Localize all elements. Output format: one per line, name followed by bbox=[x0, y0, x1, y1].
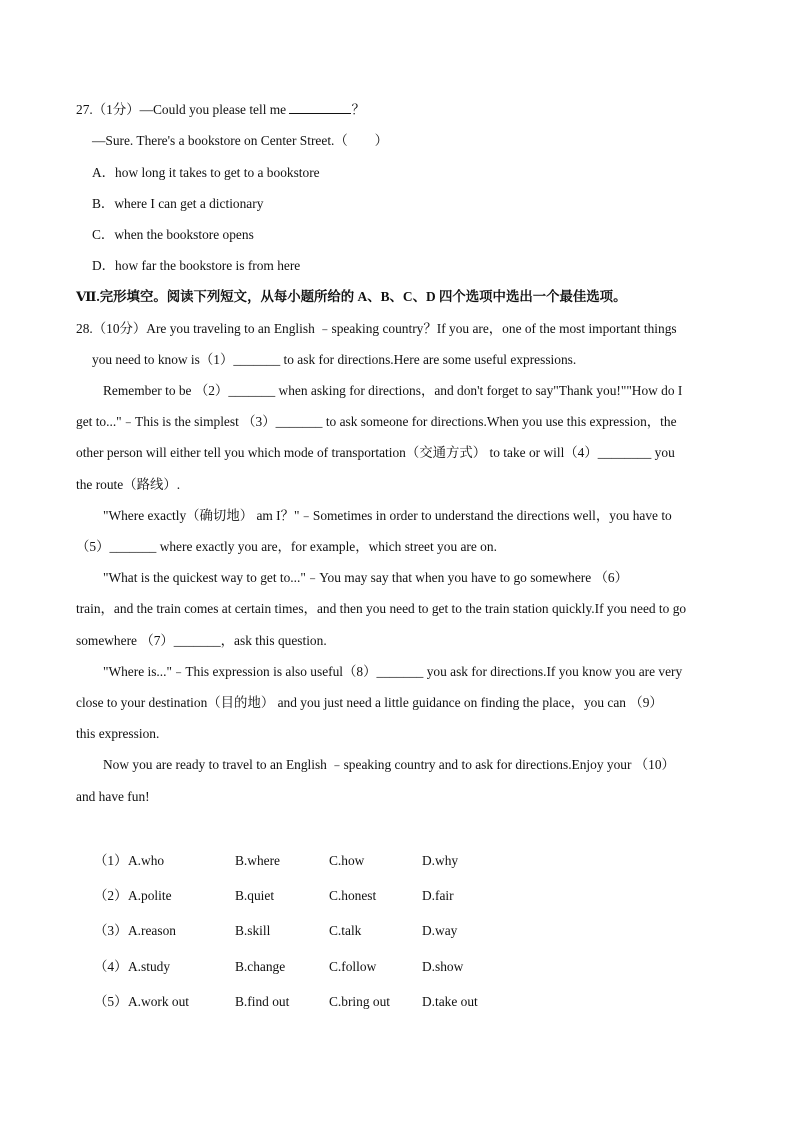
passage-line: Remember to be （2）_______ when asking for directions，and don't forget to say"Thank you!""How do I bbox=[103, 383, 683, 398]
section-heading: Ⅶ.完形填空。阅读下列短文，从每小题所给的 A、B、C、D 四个选项中选出一个最佳选项。 bbox=[76, 289, 627, 304]
choice-b[interactable]: B.quiet bbox=[235, 888, 275, 903]
choice-a[interactable]: A.reason bbox=[128, 923, 176, 938]
passage-line: "Where exactly（确切地） am I？"﹣Sometimes in order to understand the directions well，you have to bbox=[103, 508, 672, 523]
passage-line: close to your destination（目的地） and you just need a little guidance on finding the place，you can （9） bbox=[76, 695, 663, 710]
choice-b[interactable]: B.find out bbox=[235, 994, 290, 1009]
choice-a[interactable]: A.who bbox=[128, 853, 165, 868]
choice-c[interactable]: C.follow bbox=[329, 959, 377, 974]
choice-d[interactable]: D.show bbox=[422, 959, 464, 974]
q27-answer-blank[interactable] bbox=[289, 101, 351, 114]
q27-option-c[interactable]: C．when the bookstore opens bbox=[92, 227, 254, 242]
choice-c[interactable]: C.talk bbox=[329, 923, 362, 938]
choice-number: （4） bbox=[94, 959, 128, 974]
choice-a[interactable]: A.polite bbox=[128, 888, 172, 903]
choice-b[interactable]: B.skill bbox=[235, 923, 271, 938]
choice-b[interactable]: B.change bbox=[235, 959, 286, 974]
choice-number: （2） bbox=[94, 888, 128, 903]
passage-line: get to..."﹣This is the simplest （3）_______ to ask someone for directions.When you use this expression，the bbox=[76, 414, 677, 429]
passage-line: other person will either tell you which mode of transportation（交通方式） to take or will（4）________ you bbox=[76, 445, 675, 460]
passage-line: Now you are ready to travel to an English ﹣speaking country and to ask for directions.Enjoy your （10） bbox=[103, 757, 675, 772]
choice-d[interactable]: D.way bbox=[422, 923, 458, 938]
q27-stem bbox=[76, 101, 365, 119]
choice-d[interactable]: D.fair bbox=[422, 888, 454, 903]
passage-line: "Where is..."﹣This expression is also useful（8）_______ you ask for directions.If you know you are very bbox=[103, 664, 683, 679]
choice-number: （1） bbox=[94, 853, 128, 868]
passage-line: "What is the quickest way to get to..."﹣You may say that when you have to go somewhere （6） bbox=[103, 570, 629, 585]
choice-d[interactable]: D.take out bbox=[422, 994, 478, 1009]
passage-line: somewhere （7）_______，ask this question. bbox=[76, 633, 327, 648]
q27-reply: —Sure. There's a bookstore on Center Street.（ ） bbox=[92, 133, 388, 148]
passage-line: you need to know is（1）_______ to ask for directions.Here are some useful expressions. bbox=[92, 352, 577, 367]
choice-a[interactable]: A.work out bbox=[128, 994, 189, 1009]
passage-line: 28.（10分）Are you traveling to an English ﹣speaking country？If you are，one of the most important things bbox=[76, 321, 677, 336]
passage-line: train，and the train comes at certain times，and then you need to get to the train station quickly.If you need to go bbox=[76, 601, 687, 616]
q27-option-b[interactable]: B．where I can get a dictionary bbox=[92, 196, 264, 211]
choice-number: （5） bbox=[94, 994, 128, 1009]
choice-a[interactable]: A.study bbox=[128, 959, 171, 974]
choice-c[interactable]: C.honest bbox=[329, 888, 377, 903]
q27-option-a[interactable]: A．how long it takes to get to a bookstore bbox=[92, 165, 320, 180]
choice-number: （3） bbox=[94, 923, 128, 938]
passage-line: and have fun! bbox=[76, 789, 150, 804]
passage-line: （5）_______ where exactly you are，for example，which street you are on. bbox=[76, 539, 497, 554]
choice-d[interactable]: D.why bbox=[422, 853, 459, 868]
choice-b[interactable]: B.where bbox=[235, 853, 280, 868]
q27-stem-text: 27.（1分）—Could you please tell me bbox=[76, 102, 290, 117]
choice-c[interactable]: C.bring out bbox=[329, 994, 391, 1009]
choice-c[interactable]: C.how bbox=[329, 853, 365, 868]
passage-line: this expression. bbox=[76, 726, 160, 741]
passage-line: the route（路线）. bbox=[76, 477, 181, 492]
q27-option-d[interactable]: D．how far the bookstore is from here bbox=[92, 258, 301, 273]
q27-stem-end: ？ bbox=[351, 102, 365, 117]
